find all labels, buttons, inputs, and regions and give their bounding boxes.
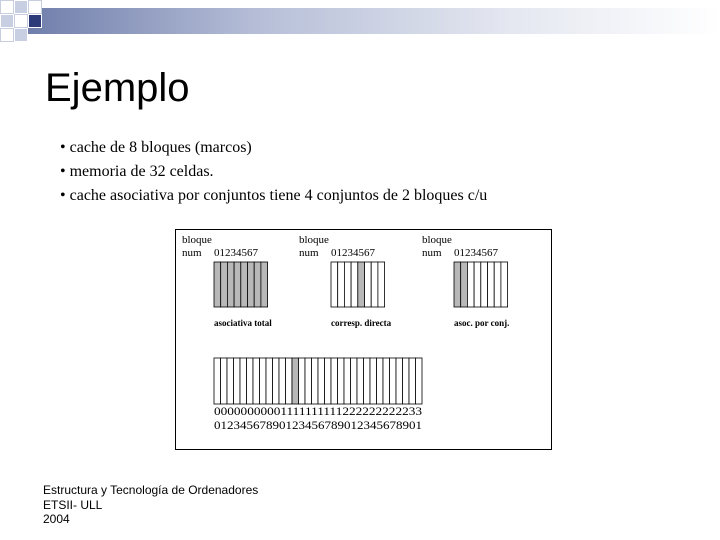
cache-block — [488, 262, 495, 307]
cache-blocks-asociativa — [214, 262, 268, 307]
memory-cells — [214, 358, 422, 404]
diagram-caption: asociativa total — [214, 318, 272, 328]
cache-block — [481, 262, 488, 307]
memory-digits-row2: 01234567890123456789012345678901 — [214, 418, 422, 432]
cache-block — [501, 262, 508, 307]
cache-mapping-figure — [175, 229, 552, 450]
cache-block — [221, 262, 228, 307]
memory-cell — [409, 358, 416, 404]
decorative-square — [28, 14, 42, 28]
bullet-item: • memoria de 32 celdas. — [60, 160, 487, 184]
memory-cell — [390, 358, 397, 404]
decorative-square — [0, 28, 14, 42]
memory-cell — [416, 358, 423, 404]
bullet-item: • cache asociativa por conjuntos tiene 4 conjuntos de 2 bloques c/u — [60, 184, 487, 208]
cache-block — [254, 262, 261, 307]
memory-cell — [286, 358, 293, 404]
cache-block — [214, 262, 221, 307]
cache-block — [227, 262, 234, 307]
cache-block — [331, 262, 338, 307]
cache-block — [365, 262, 372, 307]
footer — [43, 483, 258, 527]
footer-course: Estructura y Tecnología de Ordenadores — [43, 483, 259, 497]
memory-cell — [338, 358, 345, 404]
num-label: num — [422, 247, 442, 259]
memory-cell — [260, 358, 267, 404]
memory-cell — [357, 358, 364, 404]
bullet-item: • cache de 8 bloques (marcos) — [60, 136, 487, 160]
block-label: bloque — [182, 234, 212, 246]
memory-cell — [299, 358, 306, 404]
cache-block — [344, 262, 351, 307]
memory-cell — [234, 358, 241, 404]
memory-cell — [318, 358, 325, 404]
memory-cell — [273, 358, 280, 404]
cache-block — [474, 262, 481, 307]
block-digits: 01234567 — [454, 247, 498, 259]
cache-mapping-diagram — [176, 230, 553, 451]
memory-cell — [279, 358, 286, 404]
diagram-caption: asoc. por conj. — [454, 318, 510, 328]
memory-cell — [221, 358, 228, 404]
cache-blocks-directa — [331, 262, 385, 307]
bullet-list — [60, 136, 487, 208]
memory-cell — [292, 358, 299, 404]
memory-cell — [396, 358, 403, 404]
cache-block — [241, 262, 248, 307]
cache-block — [494, 262, 501, 307]
block-digits: 01234567 — [214, 247, 258, 259]
decorative-square — [28, 0, 42, 14]
memory-digits-row1: 00000000001111111111222222222233 — [214, 404, 422, 418]
memory-cell — [377, 358, 384, 404]
decorative-square — [0, 14, 14, 28]
memory-cell — [227, 358, 234, 404]
memory-cell — [344, 358, 351, 404]
memory-cell — [266, 358, 273, 404]
cache-block — [248, 262, 255, 307]
decorative-square — [14, 0, 28, 14]
block-digits: 01234567 — [331, 247, 375, 259]
footer-year: 2004 — [43, 512, 70, 526]
cache-block — [234, 262, 241, 307]
header-gradient-bar — [14, 8, 720, 34]
cache-block — [467, 262, 474, 307]
slide-title: Ejemplo — [45, 66, 190, 110]
memory-cell — [305, 358, 312, 404]
cache-block — [378, 262, 385, 307]
memory-cell — [403, 358, 410, 404]
cache-block — [261, 262, 268, 307]
decorative-square — [0, 0, 14, 14]
block-label: bloque — [299, 234, 329, 246]
block-label: bloque — [422, 234, 452, 246]
memory-cell — [370, 358, 377, 404]
cache-block — [371, 262, 378, 307]
num-label: num — [182, 247, 202, 259]
memory-cell — [325, 358, 332, 404]
memory-cell — [253, 358, 260, 404]
cache-block — [338, 262, 345, 307]
memory-cell — [364, 358, 371, 404]
cache-block — [358, 262, 365, 307]
decorative-square — [14, 14, 28, 28]
memory-cell — [240, 358, 247, 404]
memory-cell — [331, 358, 338, 404]
cache-block — [461, 262, 468, 307]
cache-blocks-conjuntos — [454, 262, 508, 307]
memory-cell — [214, 358, 221, 404]
memory-cell — [351, 358, 358, 404]
decorative-square — [14, 28, 28, 42]
num-label: num — [299, 247, 319, 259]
memory-cell — [312, 358, 319, 404]
diagram-caption: corresp. directa — [331, 318, 392, 328]
footer-school: ETSII- ULL — [43, 497, 103, 512]
memory-cell — [247, 358, 254, 404]
cache-block — [351, 262, 358, 307]
cache-block — [454, 262, 461, 307]
memory-cell — [383, 358, 390, 404]
